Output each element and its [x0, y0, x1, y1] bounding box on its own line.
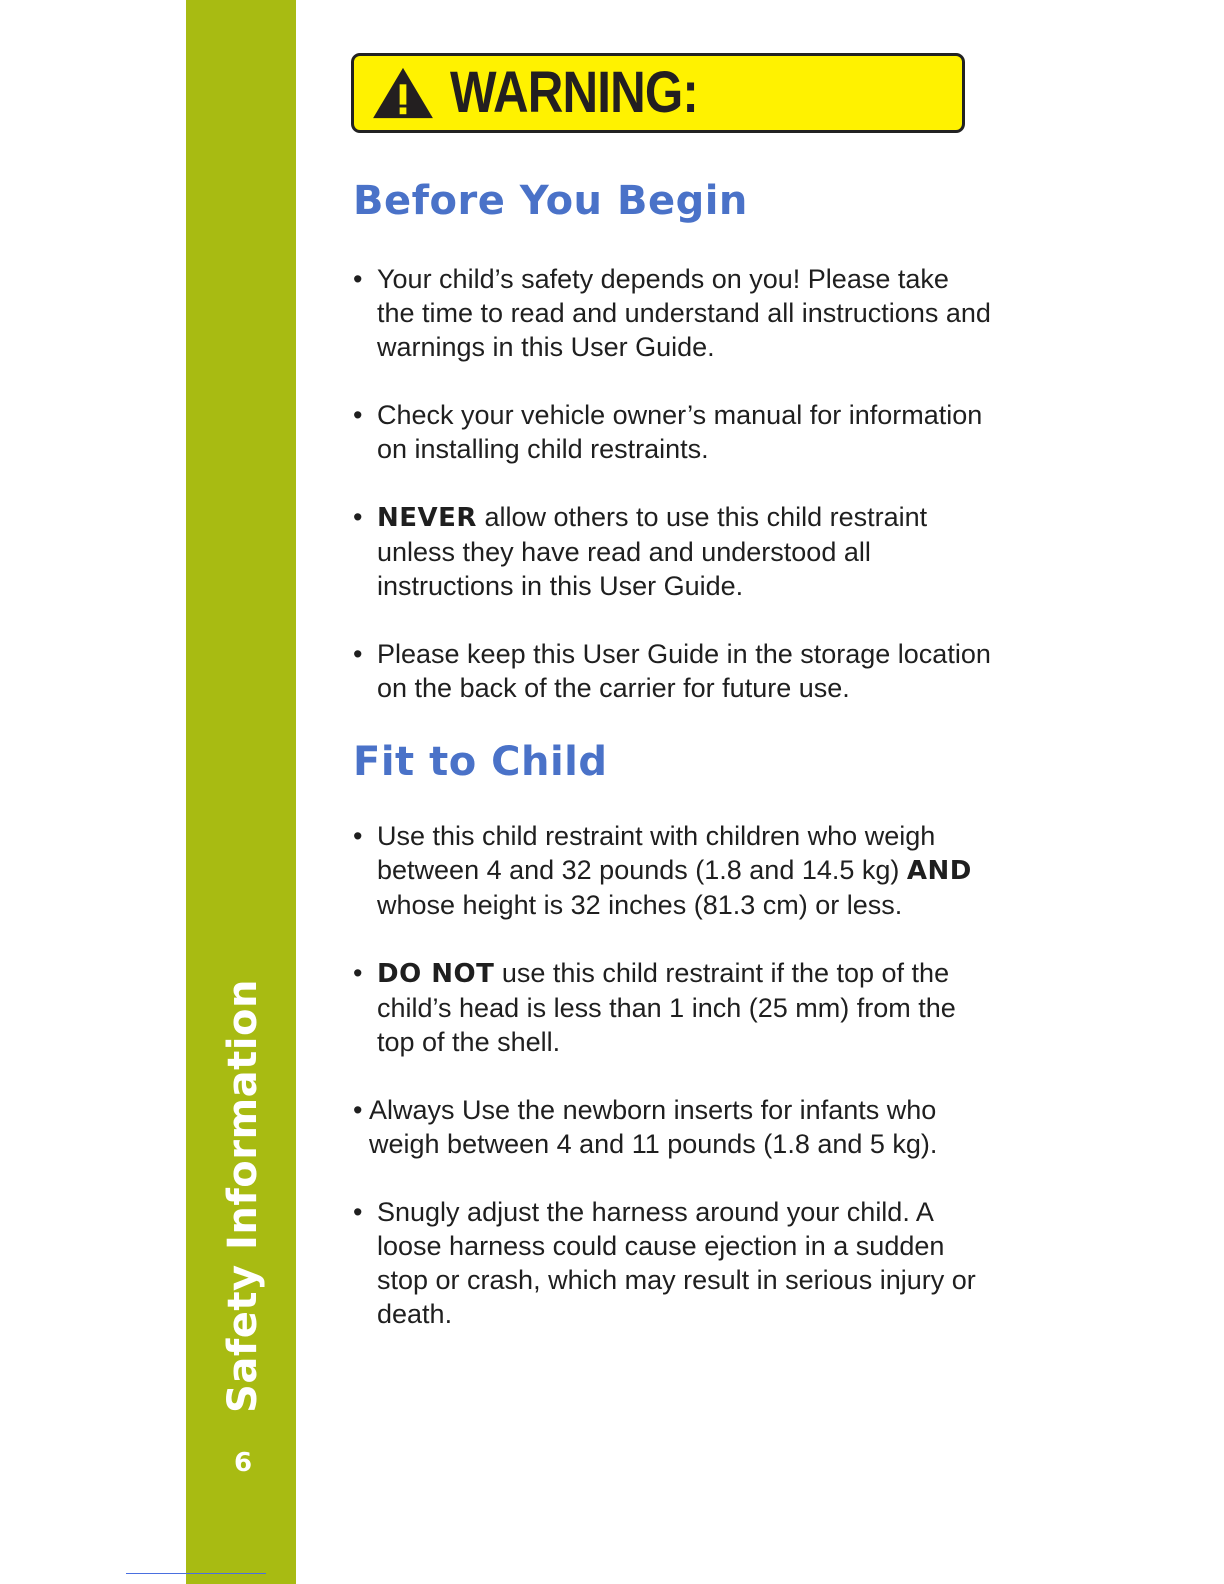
list-item — [353, 1093, 993, 1161]
warning-triangle-icon — [370, 66, 436, 120]
section-heading-before-you-begin: Before You Begin — [353, 178, 748, 224]
bullet-emphasis: DO NOT — [377, 959, 495, 989]
fit-to-child-list — [353, 819, 993, 1331]
warning-label: WARNING: — [450, 60, 698, 125]
bullet-dot: • — [353, 400, 363, 430]
bullet-dot: • — [353, 639, 363, 669]
bullet-dot: • — [353, 958, 363, 988]
footer-rule — [126, 1573, 266, 1574]
bullet-text: use this child restraint if the top of the child’s head is less than 1 inch (25 mm) from the top of the shell. — [377, 958, 956, 1057]
list-item — [353, 262, 993, 364]
bullet-text-suffix: whose height is 32 inches (81.3 cm) or less. — [377, 890, 903, 920]
bullet-emphasis: NEVER — [377, 503, 477, 533]
list-item — [353, 637, 993, 705]
bullet-emphasis: AND — [906, 856, 972, 886]
page-number: 6 — [233, 1448, 253, 1478]
list-item — [353, 956, 993, 1059]
list-item — [353, 398, 993, 466]
bullet-text: Always Use the newborn inserts for infants who weigh between 4 and 11 pounds (1.8 and 5 kg). — [369, 1095, 938, 1159]
main-content — [353, 172, 993, 1331]
list-item — [353, 500, 993, 603]
list-item — [353, 1195, 993, 1331]
bullet-dot: • — [353, 264, 363, 294]
bullet-text: Snugly adjust the harness around your child. A loose harness could cause ejection in a sudden stop or crash, which may result in serious injury or death. — [377, 1197, 976, 1329]
bullet-text: Check your vehicle owner’s manual for information on installing child restraints. — [377, 400, 983, 464]
bullet-dot: • — [353, 821, 363, 851]
section-heading-fit-to-child: Fit to Child — [353, 739, 608, 785]
bullet-text: Your child’s safety depends on you! Please take the time to read and understand all instructions and warnings in this User Guide. — [377, 264, 991, 362]
bullet-dot: • — [353, 502, 363, 532]
bullet-dot: • — [353, 1095, 363, 1125]
sidebar-section-title: Safety Information — [220, 979, 266, 1413]
bullet-text: allow others to use this child restraint unless they have read and understood all instructions in this User Guide. — [377, 502, 928, 601]
bullet-text: Please keep this User Guide in the storage location on the back of the carrier for future use. — [377, 639, 991, 703]
bullet-dot: • — [353, 1197, 363, 1227]
before-you-begin-list — [353, 262, 993, 705]
list-item — [353, 819, 993, 922]
warning-banner — [351, 53, 965, 133]
bullet-text: Use this child restraint with children who weigh between 4 and 32 pounds (1.8 and 14.5 kg) — [377, 821, 936, 885]
